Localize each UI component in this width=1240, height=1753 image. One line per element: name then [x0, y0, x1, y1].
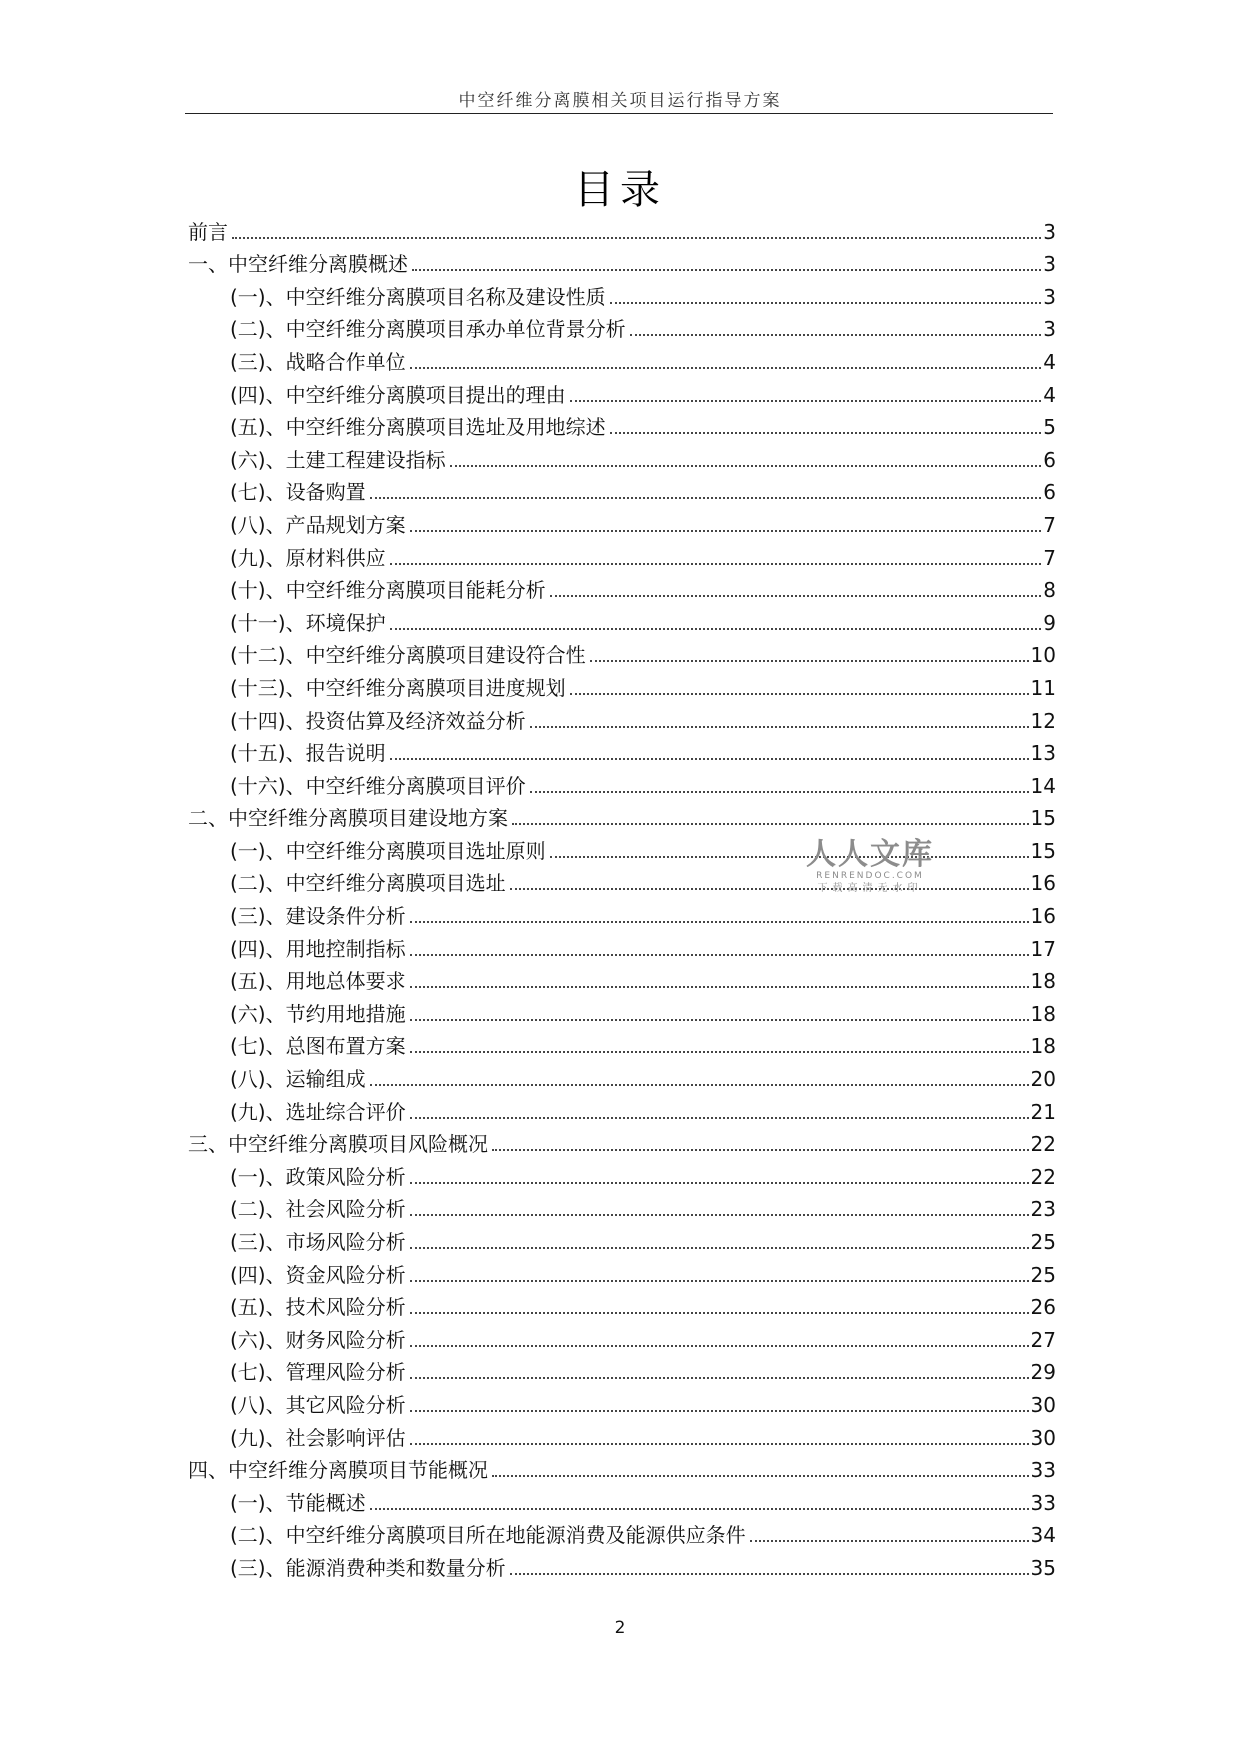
toc-dot-leader: [530, 791, 1029, 793]
header-divider: [185, 113, 1053, 114]
toc-entry-page: 30: [1030, 1392, 1056, 1417]
toc-entry[interactable]: [188, 767, 1056, 800]
toc-entry[interactable]: [188, 506, 1056, 539]
toc-entry-page: 27: [1030, 1327, 1056, 1352]
toc-entry[interactable]: [188, 1093, 1056, 1126]
toc-entry-page: 18: [1030, 1034, 1056, 1059]
toc-entry-page: 10: [1030, 643, 1056, 668]
toc-entry[interactable]: [188, 995, 1056, 1028]
toc-entry[interactable]: [188, 1223, 1056, 1256]
toc-entry-page: 5: [1043, 415, 1056, 440]
toc-entry-page: 16: [1030, 904, 1056, 929]
toc-entry-page: 17: [1030, 936, 1056, 961]
toc-entry-label: (十五)、报告说明: [230, 741, 386, 766]
toc-entry-page: 33: [1030, 1458, 1056, 1483]
toc-dot-leader: [570, 693, 1029, 695]
toc-dot-leader: [410, 1117, 1029, 1119]
toc-entry-label: 二、中空纤维分离膜项目建设地方案: [188, 806, 508, 831]
toc-entry[interactable]: [188, 343, 1056, 376]
toc-entry-page: 4: [1043, 349, 1056, 374]
toc-dot-leader: [570, 400, 1042, 402]
toc-entry-page: 7: [1043, 545, 1056, 570]
toc-entry-page: 3: [1043, 284, 1056, 309]
toc-entry[interactable]: [188, 1158, 1056, 1191]
toc-entry-page: 3: [1043, 252, 1056, 277]
toc-entry-label: (九)、选址综合评价: [230, 1099, 406, 1124]
toc-entry-page: 4: [1043, 382, 1056, 407]
toc-dot-leader: [410, 1377, 1029, 1379]
toc-entry[interactable]: [188, 1028, 1056, 1061]
toc-entry[interactable]: [188, 1126, 1056, 1159]
toc-dot-leader: [370, 1084, 1029, 1086]
toc-entry-page: 29: [1030, 1360, 1056, 1385]
toc-entry-page: 25: [1030, 1262, 1056, 1287]
toc-entry-label: (六)、土建工程建设指标: [230, 447, 446, 472]
toc-entry-label: (六)、节约用地措施: [230, 1001, 406, 1026]
toc-entry-label: 四、中空纤维分离膜项目节能概况: [188, 1458, 488, 1483]
watermark-text: 人人文库: [806, 837, 934, 872]
toc-entry-page: 15: [1030, 838, 1056, 863]
toc-entry-page: 16: [1030, 871, 1056, 896]
toc-dot-leader: [412, 269, 1041, 271]
toc-entry[interactable]: [188, 474, 1056, 507]
toc-entry-label: (三)、能源消费种类和数量分析: [230, 1555, 506, 1580]
toc-entry-label: (一)、政策风险分析: [230, 1164, 406, 1189]
toc-entry-label: (七)、设备购置: [230, 480, 366, 505]
toc-entry[interactable]: [188, 1452, 1056, 1485]
toc-entry-label: (四)、中空纤维分离膜项目提出的理由: [230, 382, 566, 407]
toc-entry[interactable]: [188, 1419, 1056, 1452]
toc-dot-leader: [410, 1312, 1029, 1314]
toc-entry-label: (五)、用地总体要求: [230, 969, 406, 994]
toc-entry-label: (三)、建设条件分析: [230, 904, 406, 929]
toc-entry-label: (一)、节能概述: [230, 1490, 366, 1515]
toc-dot-leader: [410, 1443, 1029, 1445]
toc-entry-label: (三)、市场风险分析: [230, 1230, 406, 1254]
toc-entry[interactable]: [188, 702, 1056, 735]
toc-dot-leader: [410, 1280, 1029, 1282]
toc-entry-page: 18: [1030, 969, 1056, 994]
page-number: 2: [614, 1618, 626, 1638]
toc-entry-label: (十)、中空纤维分离膜项目能耗分析: [230, 578, 546, 603]
toc-dot-leader: [492, 1149, 1029, 1151]
toc-entry-page: 26: [1030, 1295, 1056, 1320]
toc-entry-label: (八)、运输组成: [230, 1067, 366, 1092]
toc-dot-leader: [410, 1410, 1029, 1412]
toc-dot-leader: [510, 1573, 1029, 1575]
toc-entry[interactable]: [188, 963, 1056, 996]
toc-entry[interactable]: [188, 409, 1056, 442]
toc-entry[interactable]: [188, 1321, 1056, 1354]
toc-entry[interactable]: [188, 1386, 1056, 1419]
table-of-contents: [188, 213, 1056, 1582]
toc-entry-label: 一、中空纤维分离膜概述: [188, 252, 408, 277]
toc-dot-leader: [410, 1019, 1029, 1021]
toc-entry-page: 25: [1030, 1230, 1056, 1254]
running-header: 中空纤维分离膜相关项目运行指导方案: [458, 91, 782, 111]
toc-dot-leader: [530, 726, 1029, 728]
toc-dot-leader: [410, 1247, 1029, 1249]
toc-entry-page: 14: [1030, 773, 1056, 798]
toc-entry-label: 前言: [188, 219, 228, 244]
toc-entry-page: 13: [1030, 741, 1056, 766]
watermark-logo: [805, 837, 935, 896]
toc-entry-label: 三、中空纤维分离膜项目风险概况: [188, 1132, 488, 1157]
toc-entry-page: 34: [1030, 1523, 1056, 1548]
toc-entry[interactable]: [188, 1549, 1056, 1582]
toc-entry-label: (六)、财务风险分析: [230, 1327, 406, 1352]
toc-dot-leader: [630, 334, 1042, 336]
toc-entry[interactable]: [188, 604, 1056, 637]
toc-entry-label: (十四)、投资估算及经济效益分析: [230, 708, 526, 733]
toc-entry-page: 9: [1043, 610, 1056, 635]
toc-entry-label: (七)、管理风险分析: [230, 1360, 406, 1385]
toc-entry-page: 12: [1030, 708, 1056, 733]
toc-entry-page: 7: [1043, 512, 1056, 537]
toc-entry-label: (五)、技术风险分析: [230, 1295, 406, 1320]
toc-entry[interactable]: [188, 1354, 1056, 1387]
toc-entry[interactable]: [188, 278, 1056, 311]
watermark-url: RENRENDOC.COM: [816, 871, 924, 881]
toc-entry-page: 8: [1043, 578, 1056, 603]
toc-dot-leader: [390, 758, 1029, 760]
toc-entry-page: 33: [1030, 1490, 1056, 1515]
toc-entry-label: (五)、中空纤维分离膜项目选址及用地综述: [230, 415, 606, 440]
toc-dot-leader: [410, 921, 1029, 923]
toc-entry[interactable]: [188, 539, 1056, 572]
toc-entry-page: 15: [1030, 806, 1056, 831]
toc-entry-page: 22: [1030, 1132, 1056, 1157]
toc-dot-leader: [410, 1182, 1029, 1184]
toc-entry-page: 18: [1030, 1001, 1056, 1026]
toc-entry-page: 3: [1043, 219, 1056, 244]
toc-entry[interactable]: [188, 1060, 1056, 1093]
toc-dot-leader: [370, 1508, 1029, 1510]
toc-dot-leader: [450, 465, 1042, 467]
toc-entry-label: (十一)、环境保护: [230, 610, 386, 635]
toc-entry-label: (十二)、中空纤维分离膜项目建设符合性: [230, 643, 586, 668]
toc-entry-label: (三)、战略合作单位: [230, 349, 406, 374]
toc-dot-leader: [370, 497, 1042, 499]
toc-dot-leader: [232, 237, 1041, 239]
toc-dot-leader: [390, 628, 1042, 630]
toc-dot-leader: [750, 1540, 1029, 1542]
toc-entry-label: (八)、其它风险分析: [230, 1392, 406, 1417]
toc-title: 目录: [574, 167, 666, 213]
toc-entry[interactable]: [188, 1517, 1056, 1550]
toc-entry[interactable]: [188, 735, 1056, 768]
toc-dot-leader: [390, 563, 1042, 565]
toc-entry[interactable]: [188, 669, 1056, 702]
toc-entry-label: (四)、资金风险分析: [230, 1262, 406, 1287]
toc-dot-leader: [550, 856, 1029, 858]
toc-dot-leader: [610, 432, 1042, 434]
toc-entry[interactable]: [188, 897, 1056, 930]
toc-entry-label: (十三)、中空纤维分离膜项目进度规划: [230, 675, 566, 700]
toc-dot-leader: [590, 660, 1029, 662]
toc-entry-label: (九)、社会影响评估: [230, 1425, 406, 1450]
toc-entry[interactable]: [188, 441, 1056, 474]
toc-entry-label: (七)、总图布置方案: [230, 1034, 406, 1059]
toc-dot-leader: [410, 530, 1042, 532]
toc-entry[interactable]: [188, 376, 1056, 409]
toc-entry-page: 30: [1030, 1425, 1056, 1450]
toc-dot-leader: [410, 1345, 1029, 1347]
toc-entry[interactable]: [188, 213, 1056, 246]
toc-entry-label: (一)、中空纤维分离膜项目选址原则: [230, 838, 546, 863]
toc-entry-page: 23: [1030, 1197, 1056, 1222]
toc-entry-label: (十六)、中空纤维分离膜项目评价: [230, 773, 526, 798]
toc-entry[interactable]: [188, 1484, 1056, 1517]
toc-entry[interactable]: [188, 311, 1056, 344]
toc-dot-leader: [550, 595, 1042, 597]
toc-entry[interactable]: [188, 1191, 1056, 1224]
toc-entry-page: 6: [1043, 480, 1056, 505]
toc-entry-label: (二)、中空纤维分离膜项目所在地能源消费及能源供应条件: [230, 1523, 746, 1548]
toc-entry[interactable]: [188, 800, 1056, 833]
toc-entry[interactable]: [188, 572, 1056, 605]
toc-entry[interactable]: [188, 1289, 1056, 1322]
toc-entry-page: 22: [1030, 1164, 1056, 1189]
toc-entry[interactable]: [188, 637, 1056, 670]
toc-entry-page: 11: [1030, 675, 1056, 700]
toc-entry-label: (二)、中空纤维分离膜项目选址: [230, 871, 506, 896]
toc-entry-page: 21: [1030, 1099, 1056, 1124]
toc-entry-page: 6: [1043, 447, 1056, 472]
toc-entry-label: (九)、原材料供应: [230, 545, 386, 570]
toc-entry[interactable]: [188, 1256, 1056, 1289]
toc-dot-leader: [410, 954, 1029, 956]
toc-dot-leader: [510, 888, 1029, 890]
toc-entry[interactable]: [188, 930, 1056, 963]
toc-entry-label: (四)、用地控制指标: [230, 936, 406, 961]
toc-dot-leader: [410, 1051, 1029, 1053]
toc-entry-label: (一)、中空纤维分离膜项目名称及建设性质: [230, 284, 606, 309]
watermark-subtext: 下载高清无水印: [817, 883, 923, 894]
toc-entry-label: (八)、产品规划方案: [230, 512, 406, 537]
toc-entry-page: 3: [1043, 317, 1056, 342]
toc-dot-leader: [410, 367, 1042, 369]
toc-dot-leader: [410, 1214, 1029, 1216]
toc-entry-page: 35: [1030, 1555, 1056, 1580]
toc-dot-leader: [410, 986, 1029, 988]
toc-entry[interactable]: [188, 246, 1056, 279]
toc-dot-leader: [610, 302, 1042, 304]
toc-dot-leader: [512, 823, 1029, 825]
toc-entry-label: (二)、中空纤维分离膜项目承办单位背景分析: [230, 317, 626, 342]
toc-dot-leader: [492, 1475, 1029, 1477]
toc-entry-page: 20: [1030, 1067, 1056, 1092]
toc-entry-label: (二)、社会风险分析: [230, 1197, 406, 1222]
